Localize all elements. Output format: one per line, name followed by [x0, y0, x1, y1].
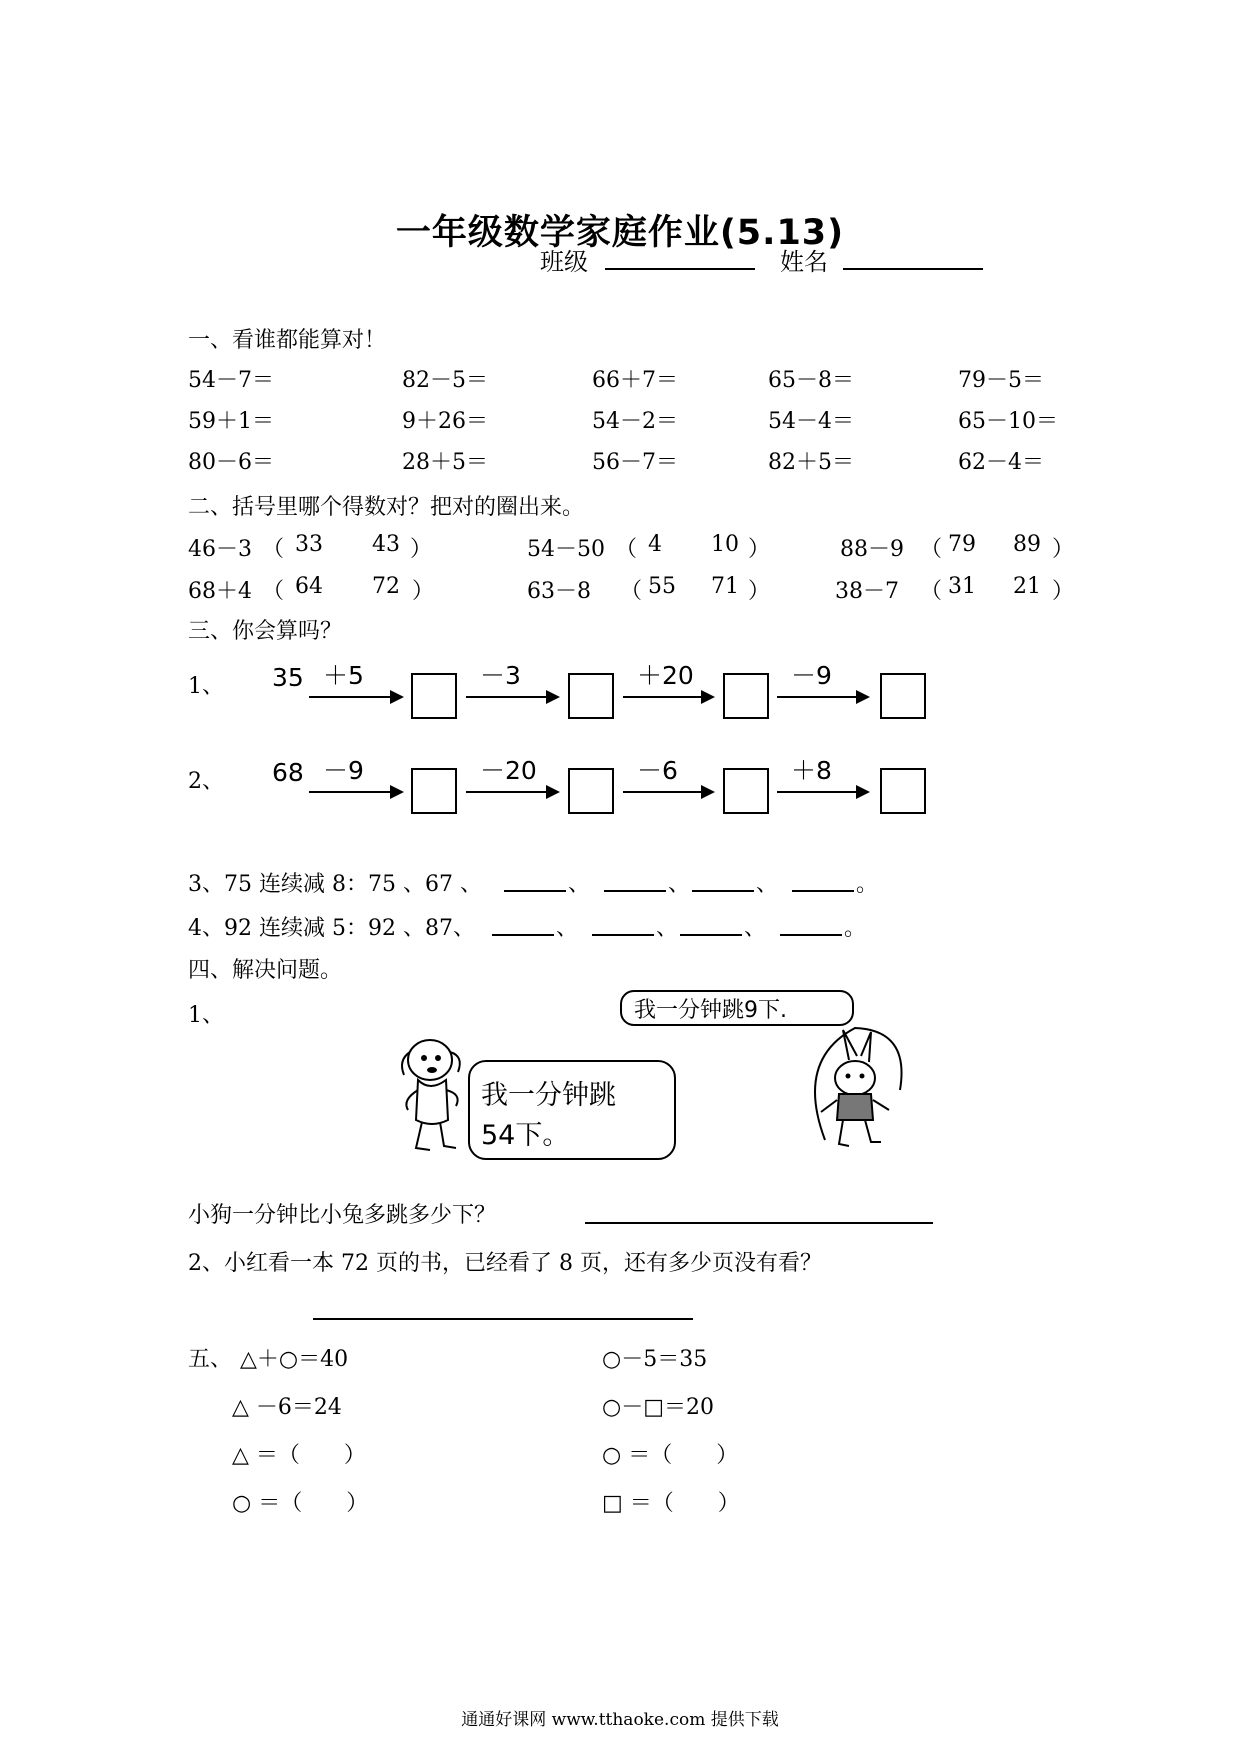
problem-cell: 54－2＝	[592, 409, 678, 434]
answer-box[interactable]	[723, 673, 769, 719]
close-paren: ）	[1052, 537, 1075, 562]
close-paren: ）	[748, 579, 771, 604]
problem-cell: 65－8＝	[768, 368, 854, 393]
section-4-heading: 四、解决问题。	[188, 958, 343, 983]
symbol-equation-left: △ －6＝24	[232, 1395, 342, 1420]
class-blank[interactable]	[605, 268, 755, 270]
problem-cell: 82＋5＝	[768, 450, 854, 475]
problem-cell: 66＋7＝	[592, 368, 678, 393]
problem-cell: 65－10＝	[958, 409, 1058, 434]
sequence-blank[interactable]	[692, 890, 754, 892]
sequence-3-prefix: 3、75 连续减 8：75 、67 、	[188, 872, 482, 897]
sequence-blank[interactable]	[780, 934, 842, 936]
close-paren: ）	[1052, 579, 1075, 604]
sequence-blank[interactable]	[604, 890, 666, 892]
symbol-equation-right: ○－□＝20	[602, 1395, 714, 1420]
choice-option-b[interactable]: 43	[372, 532, 400, 557]
separator: 、	[568, 872, 591, 897]
chain-operation: ＋8	[791, 756, 832, 785]
separator: 、	[656, 916, 679, 941]
problem-cell: 82－5＝	[402, 368, 488, 393]
sequence-end: 。	[844, 916, 867, 941]
choice-option-a[interactable]: 55	[648, 574, 676, 599]
problem-cell: 80－6＝	[188, 450, 274, 475]
open-paren: （	[262, 579, 285, 604]
chain-label: 2、	[188, 769, 224, 794]
arrow-icon	[623, 791, 713, 793]
chain-operation: －9	[323, 756, 364, 785]
open-paren: （	[920, 537, 943, 562]
footer: 通通好课网 www.tthaoke.com 提供下载	[461, 1710, 779, 1730]
problem-cell: 54－7＝	[188, 368, 274, 393]
sequence-blank[interactable]	[680, 934, 742, 936]
sequence-4-prefix: 4、92 连续减 5：92 、87、	[188, 916, 475, 941]
problem-cell: 54－4＝	[768, 409, 854, 434]
chain-operation: －3	[480, 661, 521, 690]
q1-answer-blank[interactable]	[585, 1222, 933, 1224]
choice-option-a[interactable]: 64	[295, 574, 323, 599]
choice-option-b[interactable]: 21	[1013, 574, 1041, 599]
section-3-heading: 三、你会算吗？	[188, 619, 343, 644]
symbol-equation-right: ○－5＝35	[602, 1347, 708, 1372]
separator: 、	[744, 916, 767, 941]
choice-option-a[interactable]: 33	[295, 532, 323, 557]
choice-expression: 88－9	[840, 537, 904, 562]
problem-cell: 56－7＝	[592, 450, 678, 475]
symbol-equation-left: ○ ＝（ ）	[232, 1491, 369, 1516]
q1-question: 小狗一分钟比小兔多跳多少下？	[188, 1203, 497, 1228]
section-1-heading: 一、看谁都能算对！	[188, 328, 387, 353]
name-label: 姓名	[780, 248, 828, 276]
arrow-icon	[309, 791, 402, 793]
open-paren: （	[920, 579, 943, 604]
answer-box[interactable]	[880, 768, 926, 814]
close-paren: ）	[412, 579, 435, 604]
choice-expression: 46－3	[188, 537, 252, 562]
dog-speech-line-2: 54下。	[481, 1120, 570, 1151]
rabbit-illustration	[805, 1020, 915, 1160]
choice-option-b[interactable]: 72	[372, 574, 400, 599]
choice-option-a[interactable]: 31	[948, 574, 976, 599]
choice-expression: 63－8	[527, 579, 591, 604]
chain-operation: ＋5	[323, 661, 364, 690]
arrow-icon	[466, 696, 558, 698]
q2-answer-blank[interactable]	[313, 1318, 693, 1320]
problem-cell: 79－5＝	[958, 368, 1044, 393]
sequence-blank[interactable]	[792, 890, 854, 892]
arrow-icon	[777, 696, 868, 698]
answer-box[interactable]	[723, 768, 769, 814]
sequence-blank[interactable]	[592, 934, 654, 936]
chain-operation: －9	[791, 661, 832, 690]
choice-option-b[interactable]: 89	[1013, 532, 1041, 557]
choice-expression: 54－50	[527, 537, 605, 562]
chain-start-number: 35	[272, 663, 304, 692]
answer-box[interactable]	[411, 768, 457, 814]
q2-question: 2、小红看一本 72 页的书，已经看了 8 页，还有多少页没有看？	[188, 1251, 822, 1276]
choice-option-a[interactable]: 4	[648, 532, 662, 557]
sequence-blank[interactable]	[504, 890, 566, 892]
q1-label: 1、	[188, 1003, 224, 1028]
choice-option-a[interactable]: 79	[948, 532, 976, 557]
open-paren: （	[620, 579, 643, 604]
problem-cell: 28＋5＝	[402, 450, 488, 475]
name-blank[interactable]	[843, 268, 983, 270]
arrow-icon	[466, 791, 558, 793]
arrow-icon	[777, 791, 868, 793]
symbol-equation-right: □ ＝（ ）	[602, 1491, 740, 1516]
answer-box[interactable]	[568, 768, 614, 814]
chain-operation: －6	[637, 756, 678, 785]
answer-box[interactable]	[568, 673, 614, 719]
chain-operation: －20	[480, 756, 537, 785]
open-paren: （	[262, 537, 285, 562]
answer-box[interactable]	[411, 673, 457, 719]
problem-cell: 9＋26＝	[402, 409, 488, 434]
rabbit-speech-text: 我一分钟跳9下.	[634, 998, 787, 1023]
sequence-end: 。	[856, 872, 879, 897]
close-paren: ）	[410, 537, 433, 562]
symbol-equation-right: ○ ＝（ ）	[602, 1443, 739, 1468]
section-5-label: 五、	[188, 1347, 233, 1372]
arrow-icon	[309, 696, 402, 698]
chain-label: 1、	[188, 674, 224, 699]
choice-expression: 68＋4	[188, 579, 252, 604]
separator: 、	[756, 872, 779, 897]
separator: 、	[668, 872, 691, 897]
open-paren: （	[615, 537, 638, 562]
choice-option-b[interactable]: 71	[711, 574, 739, 599]
chain-operation: ＋20	[637, 661, 694, 690]
class-label: 班级	[540, 248, 588, 276]
symbol-equation-left: △＋○＝40	[240, 1347, 349, 1372]
problem-cell: 62－4＝	[958, 450, 1044, 475]
page-title: 一年级数学家庭作业(5.13)	[395, 213, 845, 253]
symbol-equation-left: △ ＝（ ）	[232, 1443, 366, 1468]
separator: 、	[556, 916, 579, 941]
close-paren: ）	[748, 537, 771, 562]
problem-cell: 59＋1＝	[188, 409, 274, 434]
chain-start-number: 68	[272, 758, 304, 787]
dog-illustration	[392, 1030, 472, 1160]
sequence-blank[interactable]	[492, 934, 554, 936]
dog-speech-line-1: 我一分钟跳	[481, 1080, 616, 1111]
section-2-heading: 二、括号里哪个得数对？把对的圈出来。	[188, 495, 585, 520]
choice-option-b[interactable]: 10	[711, 532, 739, 557]
choice-expression: 38－7	[835, 579, 899, 604]
arrow-icon	[623, 696, 713, 698]
answer-box[interactable]	[880, 673, 926, 719]
